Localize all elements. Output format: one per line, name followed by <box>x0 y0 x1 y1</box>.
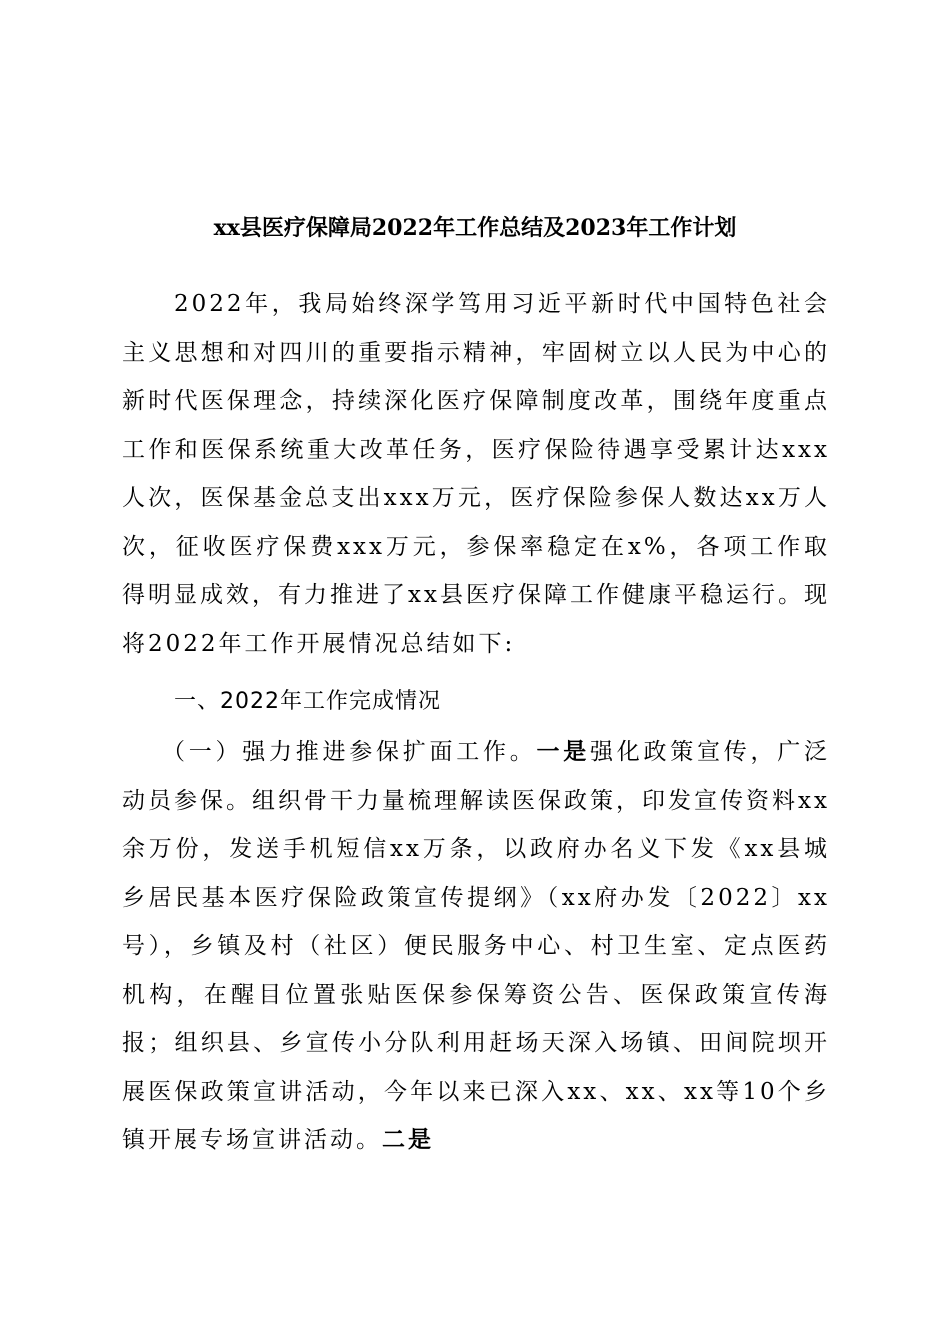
intro-paragraph: 2022年，我局始终深学笃用习近平新时代中国特色社会主义思想和对四川的重要指示精神，牢固树立以人民为中心的新时代医保理念，持续深化医疗保障制度改革，围绕年度重点工作和医保系统重大改革任务，医疗保险待遇享受累计达xxx人次，医保基金总支出xxx万元，医疗保险参保人数达xx万人次，征收医疗保费xxx万元，参保率稳定在x%，各项工作取得明显成效，有力推进了xx县医疗保障工作健康平稳运行。现将2022年工作开展情况总结如下: <box>122 291 830 657</box>
subsection-paragraph <box>122 728 830 1165</box>
point-one-label: 一是 <box>536 738 590 765</box>
document-title: xx县医疗保障局2022年工作总结及2023年工作计划 <box>213 215 737 241</box>
point-two-label: 二是 <box>382 1126 434 1153</box>
subsection-heading: （一）强力推进参保扩面工作。 <box>162 739 537 765</box>
point-one-text: 强化政策宣传，广泛动员参保。组织骨干力量梳理解读医保政策，印发宣传资料xx余万份，发送手机短信xx万条，以政府办名义下发《xx县城乡居民基本医疗保险政策宣传提纲》（xx府办发〔2022〕xx号），乡镇及村（社区）便民服务中心、村卫生室、定点医药机构，在醒目位置张贴医保参保筹资公告、医保政策宣传海报；组织县、乡宣传小分队利用赶场天深入场镇、田间院坝开展医保政策宣讲活动，今年以来已深入xx、xx、xx等10个乡镇开展专场宣讲活动。 <box>122 739 830 1153</box>
section-heading: 一、2022年工作完成情况 <box>174 689 441 714</box>
